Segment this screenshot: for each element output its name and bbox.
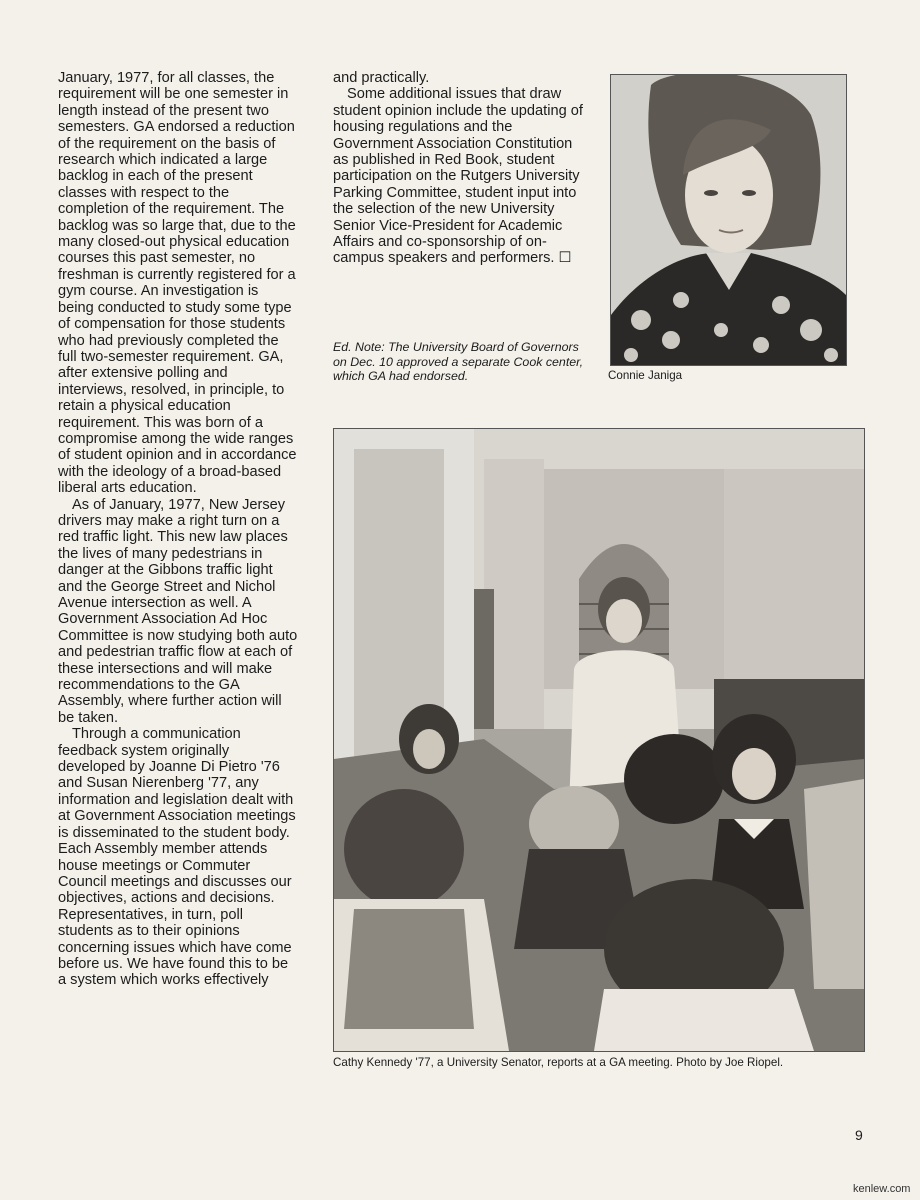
- page-number: 9: [855, 1127, 863, 1143]
- portrait-image: [611, 75, 846, 365]
- editor-note: Ed. Note: The University Board of Governors on Dec. 10 approved a separate Cook center, which GA had endorsed.: [333, 340, 584, 383]
- paragraph-traffic: As of January, 1977, New Jersey drivers may make a right turn on a red traffic light. This new law places the lives of many pedestrians in danger at the Gibbons traffic light and the George Street and Nichol Avenue intersection as well. A Government Association Ad Hoc Committee is now studying both auto and pedestrian traffic flow at each of these intersections and will make recommendations to the GA Assembly, where further action will be taken.: [58, 496, 298, 726]
- portrait-caption: Connie Janiga: [608, 369, 683, 382]
- watermark: kenlew.com: [853, 1183, 911, 1195]
- text-column-left: [58, 70, 298, 989]
- meeting-image: [334, 429, 864, 1051]
- meeting-photo: [333, 428, 865, 1052]
- continuation-text: and practically.: [333, 70, 430, 86]
- paragraph-issues: Some additional issues that draw student opinion include the updating of housing regulations and the Government Association Constitution as published in Red Book, student participation on the Rutgers University Parking Committee, student input into the selection of the new University Senior Vice-President for Academic Affairs and co-sponsorship of on-campus speakers and performers. ☐: [333, 86, 583, 267]
- paragraph-feedback: Through a communication feedback system originally developed by Joanne Di Pietro '76 and Susan Nierenberg '77, any information and legislation dealt with at Government Association meetings is disseminated to the student body. Each Assembly member attends house meetings or Commuter Council meetings and discusses our objectives, actions and decisions. Representatives, in turn, poll students as to their opinions concerning issues which have come before us. We have found this to be a system which works effectively: [58, 726, 296, 989]
- paragraph-phys-ed: January, 1977, for all classes, the requirement will be one semester in length instead of the present two semesters. GA endorsed a reduction of the requirement on the basis of research which indicated a large backlog in each of the present classes with respect to the completion of the requirement. The backlog was so large that, due to the many closed-out physical education courses this past semester, no freshman is currently registered for a gym course. An investigation is being conducted to study some type of compensation for those students who had previously completed the full two-semester requirement. GA, after extensive polling and interviews, resolved, in principle, to retain a physical education requirement. This was born of a compromise among the wide ranges of student opinion and in accordance with the ideology of a broad-based liberal arts education.: [58, 70, 297, 497]
- meeting-caption: Cathy Kennedy '77, a University Senator, reports at a GA meeting. Photo by Joe Riopel.: [333, 1056, 784, 1069]
- text-column-middle: [333, 70, 583, 267]
- portrait-photo: [610, 74, 847, 366]
